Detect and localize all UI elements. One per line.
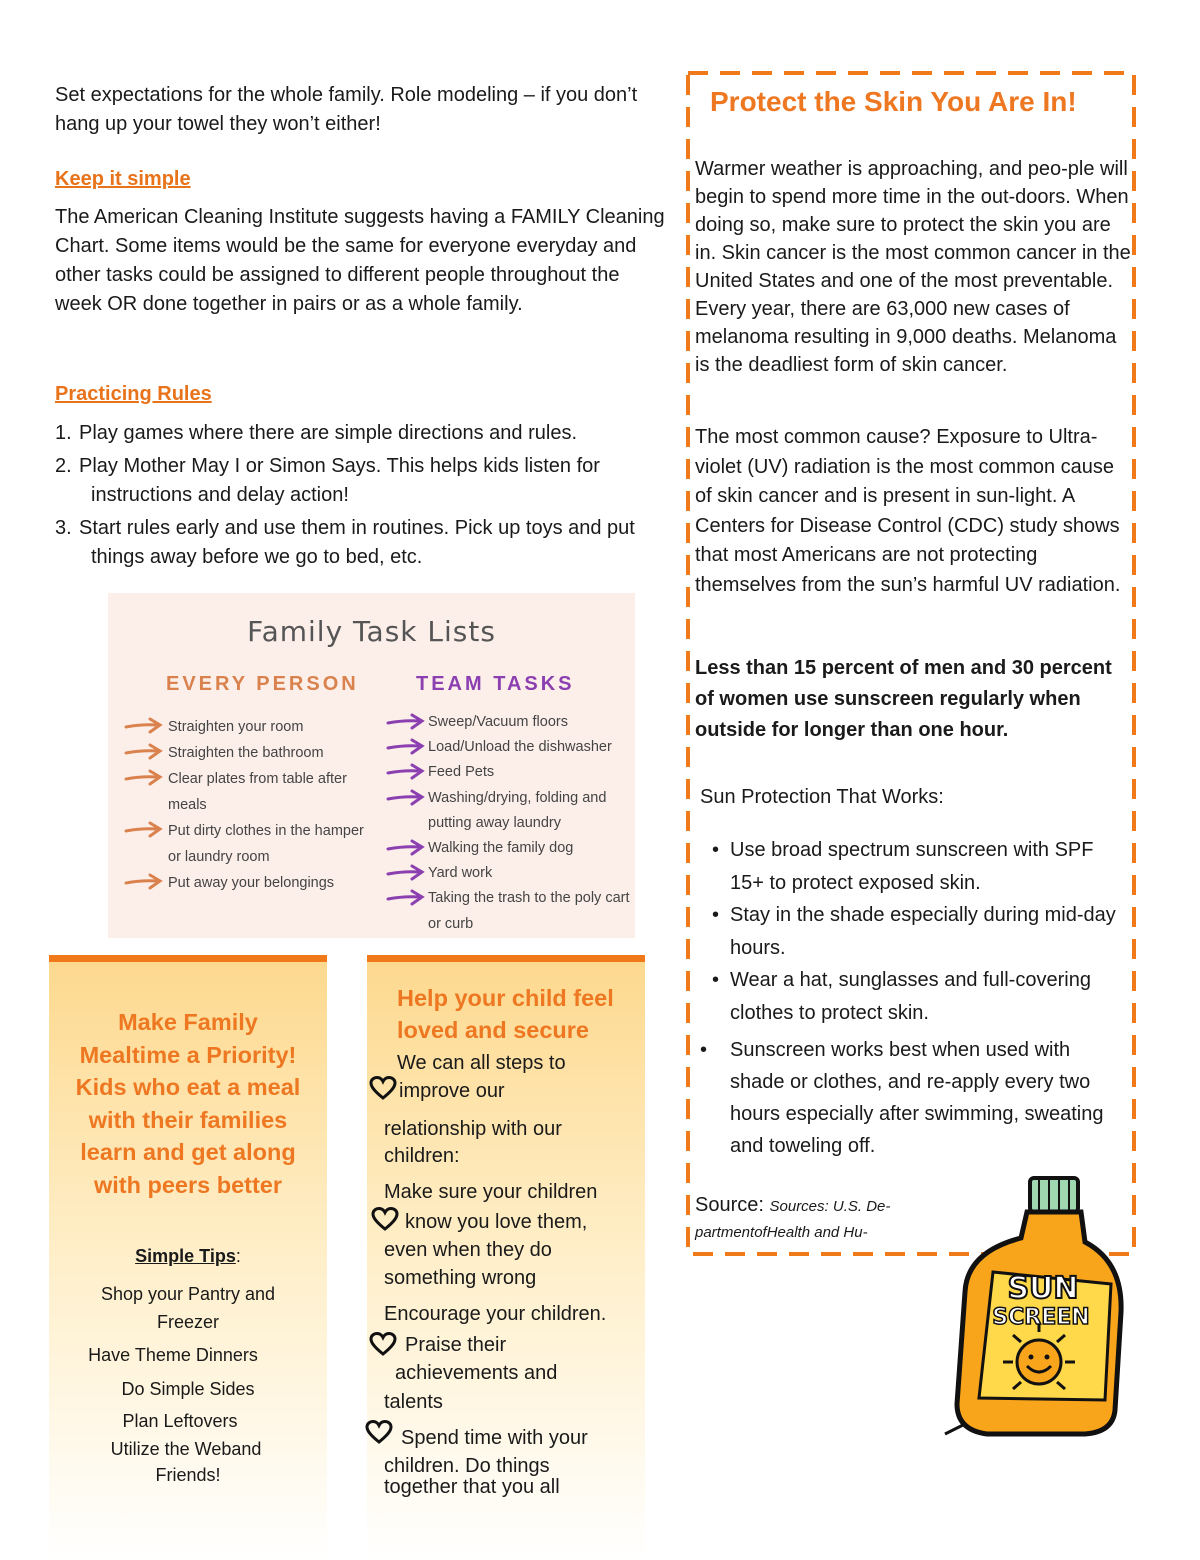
sun-protection-heading: Sun Protection That Works: (700, 786, 944, 808)
tip-item: Freezer (156, 1312, 219, 1332)
heart-icon (371, 1207, 399, 1231)
task-item: Clear plates from table after meals (108, 766, 378, 818)
love-line: together that you all (384, 1476, 560, 1498)
bullet-item: • Stay in the shade especially during mid-day hours. (712, 904, 1116, 959)
family-task-card (108, 593, 635, 938)
love-line: achievements and (395, 1362, 558, 1384)
skin-bold-stat: Less than 15 percent of men and 30 percent of women use sunscreen regularly when outside for longer than one hour. (695, 657, 1112, 741)
team-tasks-heading: TEAM TASKS (416, 673, 575, 695)
task-item: Put dirty clothes in the hamper or laundry room (108, 818, 378, 870)
arrow-right-icon (386, 862, 426, 884)
arrow-right-icon (386, 736, 426, 758)
simple-tips-heading: Simple Tips: (135, 1246, 241, 1266)
mealtime-box (49, 955, 327, 1560)
arrow-right-icon (386, 887, 426, 909)
arrow-right-icon (386, 711, 426, 733)
love-line: improve our (399, 1080, 505, 1102)
task-item: Straighten the bathroom (108, 740, 378, 766)
every-person-heading: EVERY PERSON (166, 673, 359, 695)
arrow-right-icon (124, 819, 164, 841)
love-line: talents (384, 1391, 443, 1413)
skin-paragraph-1: Warmer weather is approaching, and peo-ple will begin to spend more time in the out-doors. When doing so, make sure to protect the skin you are in. Skin cancer is the most common cancer in the United States and one of the most preventable. Every year, there are 63,000 new cases of melanoma resulting in 9,000 deaths. Melanoma is the deadliest form of skin cancer. (695, 158, 1131, 376)
task-item: Load/Unload the dishwasher (370, 735, 635, 760)
bottle-label-screen: SCREEN (992, 1305, 1090, 1330)
heart-icon (369, 1076, 397, 1100)
loved-secure-title: Help your child feel loved and secure (397, 985, 614, 1043)
task-item: Yard work (370, 861, 635, 886)
task-card-title: Family Task Lists (247, 615, 496, 648)
arrow-right-icon (386, 837, 426, 859)
rule-item: 3. Start rules early and use them in routines. Pick up toys and put things away before we go to bed, etc. (55, 517, 635, 568)
love-line: know you love them, (405, 1211, 588, 1233)
task-item: Put away your belongings (108, 870, 378, 896)
every-person-list (108, 714, 378, 896)
task-item: Sweep/Vacuum floors (370, 710, 635, 735)
source-note: Source: Sources: U.S. De-partmentofHealth and Hu- (695, 1194, 891, 1241)
task-item: Taking the trash to the poly cart or curb (370, 886, 635, 936)
intro-paragraph: Set expectations for the whole family. Role modeling – if you don’t hang up your towel they won’t either! (55, 84, 638, 135)
task-item: Washing/drying, folding and putting away laundry (370, 786, 635, 836)
arrow-right-icon (124, 715, 164, 737)
love-line: children. Do things (384, 1455, 550, 1477)
task-item: Straighten your room (108, 714, 378, 740)
bullet-item: • Sunscreen works best when used with shade or clothes, and re-apply every two hours especially after swimming, sweating and toweling off. (700, 1039, 1104, 1157)
love-line: Make sure your children (384, 1181, 598, 1203)
task-item: Feed Pets (370, 760, 635, 785)
arrow-right-icon (124, 871, 164, 893)
heart-icon (365, 1420, 393, 1444)
love-line: Praise their (405, 1334, 507, 1356)
task-item: Walking the family dog (370, 836, 635, 861)
arrow-right-icon (124, 767, 164, 789)
love-line: children: (384, 1145, 460, 1167)
arrow-right-icon (386, 787, 426, 809)
bullet-item: • Wear a hat, sunglasses and full-covering clothes to protect skin. (712, 969, 1091, 1024)
love-line: relationship with our (384, 1118, 562, 1140)
arrow-right-icon (386, 761, 426, 783)
sunscreen-bottle-illustration (935, 1172, 1130, 1442)
mealtime-title: Make Family Mealtime a Priority! Kids who eat a meal with their families learn and get along with peers better (75, 1009, 301, 1198)
skin-paragraph-2: The most common cause? Exposure to Ultra-violet (UV) radiation is the most common cause of skin cancer and is present in sun-light. A Centers for Disease Control (CDC) study shows that most Americans are not protecting themselves from the sun’s harmful UV radiation. (695, 426, 1121, 596)
keep-simple-body: The American Cleaning Institute suggests having a FAMILY Cleaning Chart. Some items would be the same for everyone everyday and other tasks could be assigned to different people throughout the week OR done together in pairs or as a whole family. (55, 206, 665, 315)
tip-item: Utilize the Weband (110, 1439, 262, 1459)
arrow-right-icon (124, 741, 164, 763)
bottle-label-sun: SUN (1007, 1271, 1079, 1306)
tip-item: Do Simple Sides (121, 1379, 255, 1399)
tip-item: Shop your Pantry and (100, 1284, 276, 1304)
love-line: We can all steps to (397, 1052, 566, 1074)
team-tasks-list (370, 710, 635, 937)
skin-title: Protect the Skin You Are In! (710, 86, 1077, 117)
love-line: even when they do (384, 1239, 552, 1261)
rules-list (55, 419, 665, 576)
heart-icon (369, 1332, 397, 1356)
practicing-rules-heading: Practicing Rules (55, 383, 212, 405)
loved-secure-box (367, 955, 645, 1560)
bullet-item: • Use broad spectrum sunscreen with SPF 15+ to protect exposed skin. (712, 839, 1094, 894)
tip-item: Have Theme Dinners (88, 1345, 258, 1365)
love-line: something wrong (384, 1267, 537, 1289)
tip-item: Friends! (155, 1465, 221, 1485)
keep-simple-heading: Keep it simple (55, 168, 191, 190)
rule-item: 2. Play Mother May I or Simon Says. This helps kids listen for instructions and delay action! (55, 455, 600, 506)
rule-item: 1. Play games where there are simple directions and rules. (55, 422, 578, 444)
tip-item: Plan Leftovers (122, 1411, 238, 1431)
love-line: Spend time with your (401, 1427, 588, 1449)
love-line: Encourage your children. (384, 1303, 607, 1325)
